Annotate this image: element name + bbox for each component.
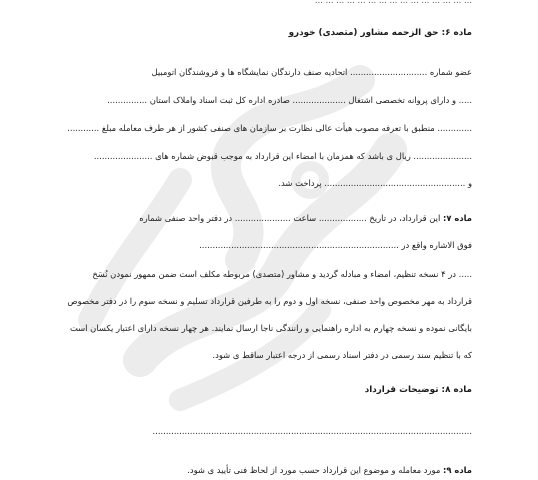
- article-7-line-4: قرارداد به مهر مخصوص واحد صنفی، نسخه اول و دوم را به طرفین قرارداد تسلیم و نسخه سوم را در دفتر مخصوص: [67, 296, 472, 306]
- article-9-label: ماده ۹:: [443, 465, 472, 475]
- article-7-label: ماده ۷:: [443, 213, 472, 223]
- article-6-line-2: ..... و دارای پروانه تخصصی اشتغال .................... صادره اداره کل ثبت اسناد واملاک استان ...............: [107, 95, 472, 105]
- article-7-line-1-text: این قرارداد، در تاریخ .................. ساعت ..................... در دفتر واحد صنفی شماره: [139, 213, 444, 223]
- cut-off-line: ... ... ... ... ... ... ... ... ... ... ... ... ... ... ...: [314, 0, 472, 5]
- article-6-line-1: عضو شماره ............................. اتحادیه صنف دارندگان نمایشگاه ها و فروشندگان اتومبیل: [151, 67, 472, 77]
- article-6-line-5: و ..................................................... پرداخت شد.: [278, 178, 472, 188]
- article-8-dotted-line: ........................................................................................................................: [152, 426, 472, 436]
- article-9-line: [187, 464, 472, 476]
- article-7-line-5: بایگانی نموده و نسخه چهارم به اداره راهنمایی و رانندگی ناجا ارسال نمایند. هر چهار نسخه دارای اعتبار یکسان است: [69, 323, 472, 333]
- article-6-line-3: ............. منطبق با تعرفه مصوب هیأت عالی نظارت بر سازمان های صنفی کشور از هر طرف معامله مبلغ ............: [67, 123, 472, 133]
- article-7-line-3: ..... در ۴ نسخه تنظیم، امضاء و مبادله گردید و مشاور (متصدی) مربوطه مکلف است ضمن ممهور نمودن نُسَخ: [92, 269, 472, 279]
- article-7-line-6: که با تنظیم سند رسمی در دفتر اسناد رسمی از درجه اعتبار ساقط ی شود.: [212, 350, 472, 360]
- article-7-line-1: [139, 212, 472, 224]
- article-6-line-4: ...................... ریال ی باشد که همزمان با امضاء این قرارداد به موجب قبوض شماره های ......................: [93, 151, 472, 161]
- article-7-line-2: فوق الاشاره واقع در ...........................................................................: [199, 240, 472, 250]
- article-8-heading: ماده ۸: توضیحات قرارداد: [364, 385, 472, 395]
- article-6-heading: ماده ۶: حق الزحمه مشاور (متصدی) خودرو: [288, 28, 472, 38]
- article-9-text: مورد معامله و موضوع این قرارداد حسب مورد از لحاظ فنی تأیید ی شود.: [187, 465, 444, 475]
